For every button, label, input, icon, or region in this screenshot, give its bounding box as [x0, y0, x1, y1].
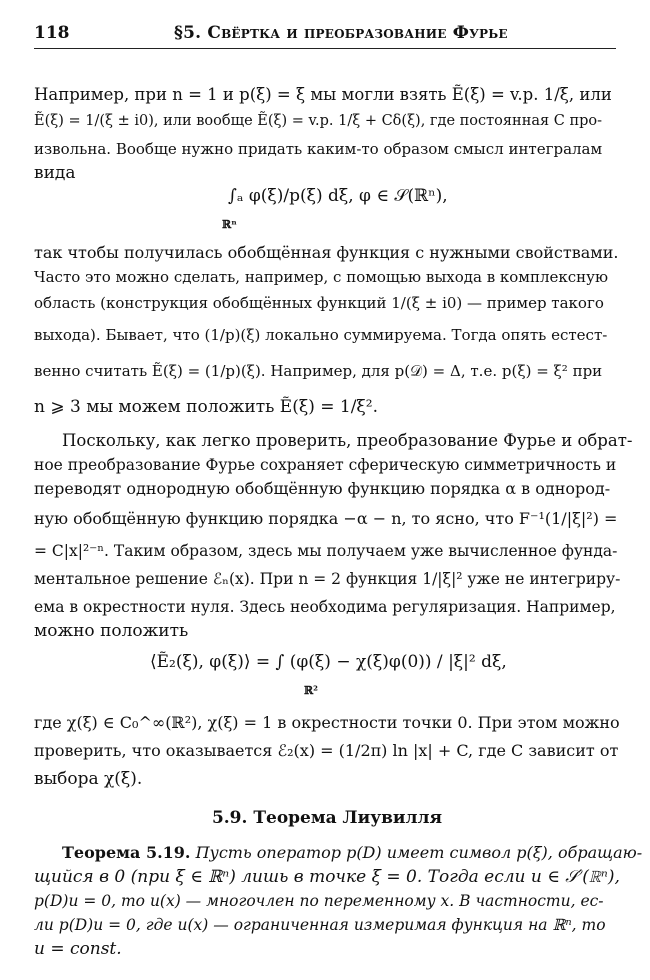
theorem-label: Теорема 5.19.	[62, 843, 191, 862]
text-line: выхода). Бывает, что (1/p)(ξ) локально суммируема. Тогда опять естест-	[34, 326, 608, 344]
theorem-text: Пусть оператор p(D) имеет символ p(ξ), обращаю-	[190, 843, 643, 862]
text-line: можно положить	[34, 621, 189, 641]
formula-subscript: ℝ²	[304, 684, 318, 697]
text-line: извольна. Вообще нужно придать каким-то образом смысл интегралам	[34, 140, 603, 158]
display-formula: ∫ₐ φ(ξ)/p(ξ) dξ, φ ∈ 𝒮(ℝⁿ),	[228, 186, 448, 206]
text-line: выбора χ(ξ).	[34, 769, 143, 789]
display-formula: ⟨Ẽ₂(ξ), φ(ξ)⟩ = ∫ (φ(ξ) − χ(ξ)φ(0)) / |ξ|² dξ,	[150, 652, 507, 672]
running-header	[34, 20, 616, 49]
text-line: проверить, что оказывается ℰ₂(x) = (1/2π) ln |x| + C, где C зависит от	[34, 741, 619, 760]
text-line: переводят однородную обобщённую функцию порядка α в однород-	[34, 479, 611, 498]
text-line: ную обобщённую функцию порядка −α − n, то ясно, что F⁻¹(1/|ξ|²) =	[34, 509, 618, 528]
theorem-line: щийся в 0 (при ξ ∈ ℝⁿ) лишь в точке ξ = 0. Тогда если u ∈ 𝒮′(ℝⁿ),	[34, 867, 620, 887]
text-line: область (конструкция обобщённых функций 1/(ξ ± i0) — пример такого	[34, 294, 604, 312]
text-line: Например, при n = 1 и p(ξ) = ξ мы могли взять Ẽ(ξ) = v.p. 1/ξ, или	[34, 85, 612, 104]
page-number: 118	[34, 23, 70, 43]
text-line: n ⩾ 3 мы можем положить Ẽ(ξ) = 1/ξ².	[34, 397, 379, 417]
text-line: так чтобы получилась обобщённая функция с нужными свойствами.	[34, 243, 619, 262]
text-line: Часто это можно сделать, например, с помощью выхода в комплексную	[34, 268, 609, 286]
theorem-line: u = const.	[34, 939, 122, 959]
text-line: Ẽ(ξ) = 1/(ξ ± i0), или вообще Ẽ(ξ) = v.p. 1/ξ + Cδ(ξ), где постоянная C про-	[34, 113, 603, 129]
text-line: где χ(ξ) ∈ C₀^∞(ℝ²), χ(ξ) = 1 в окрестности точки 0. При этом можно	[34, 713, 620, 732]
running-title: §5. Свёртка и преобразование Фурье	[174, 23, 508, 43]
text-line: ема в окрестности нуля. Здесь необходима регуляризация. Например,	[34, 598, 616, 616]
text-line: Поскольку, как легко проверить, преобразование Фурье и обрат-	[62, 431, 633, 450]
text-line: = C|x|²⁻ⁿ. Таким образом, здесь мы получаем уже вычисленное фунда-	[34, 542, 618, 560]
theorem-line	[62, 842, 643, 864]
text-line: ментальное решение ℰₙ(x). При n = 2 функция 1/|ξ|² уже не интегриру-	[34, 570, 621, 588]
formula-subscript: ℝⁿ	[222, 218, 237, 231]
theorem-line: ли p(D)u = 0, где u(x) — ограниченная измеримая функция на ℝⁿ, то	[34, 916, 606, 934]
subsection-title: 5.9. Теорема Лиувилля	[211, 808, 443, 828]
text-line: ное преобразование Фурье сохраняет сферическую симметричность и	[34, 456, 617, 474]
text-line: вида	[34, 163, 76, 183]
theorem-line: p(D)u = 0, то u(x) — многочлен по переменному x. В частности, ес-	[34, 892, 604, 910]
text-line: венно считать Ẽ(ξ) = (1/p)(ξ). Например, для p(𝒟) = Δ, т.е. p(ξ) = ξ² при	[34, 362, 603, 380]
